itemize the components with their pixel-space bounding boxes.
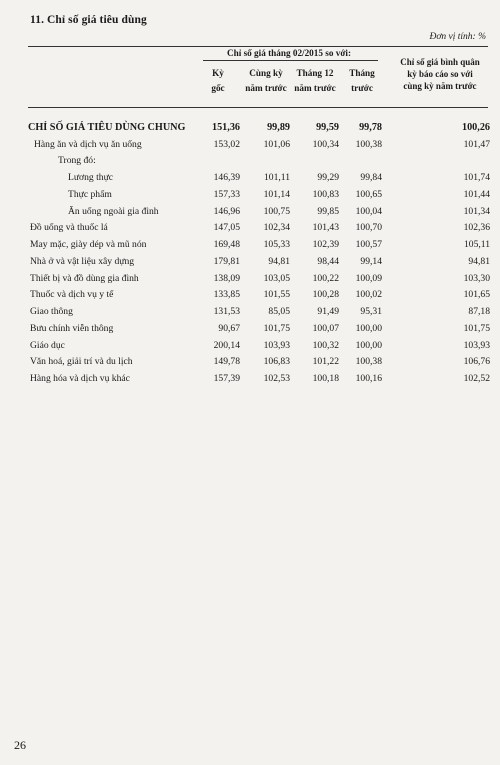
table-row [0, 289, 500, 305]
row-value: 153,02 [213, 139, 240, 150]
row-value: 100,09 [355, 273, 382, 284]
row-value: 101,43 [312, 222, 339, 233]
row-value: 99,59 [316, 122, 339, 133]
row-value: 146,96 [213, 206, 240, 217]
row-label: Thuốc và dịch vụ y tế [30, 289, 114, 300]
row-value: 102,52 [463, 373, 490, 384]
row-value: 105,11 [463, 239, 490, 250]
row-value: 133,85 [213, 289, 240, 300]
row-value: 101,75 [463, 323, 490, 334]
row-value: 179,81 [213, 256, 240, 267]
row-value: 87,18 [468, 306, 490, 317]
row-value: 101,34 [463, 206, 490, 217]
page-number: 26 [14, 738, 26, 752]
row-value: 98,44 [317, 256, 339, 267]
table-row [0, 340, 500, 356]
table-row [0, 189, 500, 205]
header-col-average [388, 56, 492, 92]
row-value: 100,38 [355, 139, 382, 150]
table-row [0, 155, 500, 171]
table-row [0, 206, 500, 222]
row-label: Hàng ăn và dịch vụ ăn uống [34, 139, 142, 150]
row-label: Nhà ở và vật liệu xây dựng [30, 256, 135, 267]
header-col-december-line2: năm trước [294, 83, 336, 93]
row-value: 99,89 [267, 122, 290, 133]
row-value: 100,57 [355, 239, 382, 250]
row-value: 103,93 [463, 340, 490, 351]
row-value: 169,48 [213, 239, 240, 250]
row-value: 102,53 [263, 373, 290, 384]
row-value: 100,02 [355, 289, 382, 300]
row-value: 100,70 [355, 222, 382, 233]
header-col-december-line1: Tháng 12 [296, 68, 334, 78]
row-value: 100,32 [312, 340, 339, 351]
header-col-same-period-line2: năm trước [245, 83, 287, 93]
header-group-rule [203, 60, 378, 61]
row-value: 131,53 [213, 306, 240, 317]
row-label: Thực phẩm [68, 189, 112, 200]
row-value: 101,06 [263, 139, 290, 150]
row-value: 101,55 [263, 289, 290, 300]
row-value: 85,05 [268, 306, 290, 317]
row-value: 200,14 [213, 340, 240, 351]
row-value: 102,36 [463, 222, 490, 233]
row-value: 100,65 [355, 189, 382, 200]
header-col-average-line3: cùng kỳ năm trước [403, 81, 477, 91]
row-label: Giáo dục [30, 340, 65, 351]
row-value: 157,39 [213, 373, 240, 384]
row-value: 99,29 [317, 172, 339, 183]
row-value: 91,49 [317, 306, 339, 317]
row-value: 99,85 [317, 206, 339, 217]
table-row-total [0, 122, 500, 138]
header-col-average-line1: Chỉ số giá bình quân [400, 57, 480, 67]
row-value: 100,34 [312, 139, 339, 150]
row-value: 105,33 [263, 239, 290, 250]
row-value: 99,14 [360, 256, 382, 267]
row-value: 101,14 [263, 189, 290, 200]
header-col-previous-month-line1: Tháng [349, 68, 375, 78]
row-value: 101,65 [463, 289, 490, 300]
row-value: 103,30 [463, 273, 490, 284]
row-label: Lương thực [68, 172, 114, 183]
header-col-same-period [240, 66, 292, 96]
table-row [0, 222, 500, 238]
row-value: 103,05 [263, 273, 290, 284]
row-value: 94,81 [268, 256, 290, 267]
header-group-label: Chỉ số giá tháng 02/2015 so với: [226, 48, 352, 58]
row-value: 100,22 [312, 273, 339, 284]
row-label: CHỈ SỐ GIÁ TIÊU DÙNG CHUNG [28, 122, 186, 133]
row-value: 101,44 [463, 189, 490, 200]
unit-label: Đơn vị tính: % [429, 32, 486, 42]
table-row [0, 273, 500, 289]
row-value: 100,75 [263, 206, 290, 217]
row-value: 100,83 [312, 189, 339, 200]
row-value: 101,22 [312, 356, 339, 367]
row-value: 100,18 [312, 373, 339, 384]
row-value: 99,78 [359, 122, 382, 133]
row-value: 100,07 [312, 323, 339, 334]
row-label: Bưu chính viễn thông [30, 323, 114, 334]
table-row [0, 356, 500, 372]
top-rule [28, 46, 488, 47]
row-value: 100,26 [461, 122, 490, 133]
header-col-december [290, 66, 340, 96]
header-col-average-line2: kỳ báo cáo so với [407, 69, 473, 79]
row-value: 146,39 [213, 172, 240, 183]
row-value: 101,75 [263, 323, 290, 334]
row-value: 149,78 [213, 356, 240, 367]
row-label: Giao thông [30, 306, 73, 317]
row-value: 138,09 [213, 273, 240, 284]
row-value: 94,81 [468, 256, 490, 267]
header-rule [28, 107, 488, 108]
row-value: 106,83 [263, 356, 290, 367]
table-row [0, 323, 500, 339]
row-value: 100,04 [355, 206, 382, 217]
table-row [0, 256, 500, 272]
row-label: Thiết bị và đồ dùng gia đình [30, 273, 139, 284]
header-col-previous-month [340, 66, 384, 96]
table-row [0, 139, 500, 155]
row-value: 100,38 [355, 356, 382, 367]
header-col-base [196, 66, 240, 96]
row-value: 103,93 [263, 340, 290, 351]
header-col-base-line2: gốc [211, 83, 225, 93]
header-col-same-period-line1: Cùng kỳ [249, 68, 283, 78]
row-value: 100,00 [355, 323, 382, 334]
row-value: 102,34 [263, 222, 290, 233]
row-label: May mặc, giày dép và mũ nón [30, 239, 147, 250]
row-value: 151,36 [211, 122, 240, 133]
row-label: Ăn uống ngoài gia đình [68, 206, 159, 217]
header-col-previous-month-line2: trước [351, 83, 373, 93]
row-value: 101,11 [263, 172, 290, 183]
row-value: 106,76 [463, 356, 490, 367]
row-label: Đồ uống và thuốc lá [30, 222, 108, 233]
table-row [0, 239, 500, 255]
row-value: 102,39 [312, 239, 339, 250]
row-label: Hàng hóa và dịch vụ khác [30, 373, 130, 384]
row-value: 99,84 [360, 172, 382, 183]
row-value: 100,28 [312, 289, 339, 300]
row-label: Văn hoá, giải trí và du lịch [30, 356, 133, 367]
row-value: 157,33 [213, 189, 240, 200]
row-value: 100,16 [355, 373, 382, 384]
table-row [0, 373, 500, 389]
table-row [0, 306, 500, 322]
row-label: Trong đó: [58, 155, 96, 166]
row-value: 90,67 [218, 323, 240, 334]
row-value: 100,00 [355, 340, 382, 351]
row-value: 147,05 [213, 222, 240, 233]
header-col-base-line1: Kỳ [212, 68, 224, 78]
row-value: 101,74 [463, 172, 490, 183]
row-value: 95,31 [360, 306, 382, 317]
section-title: 11. Chỉ số giá tiêu dùng [30, 14, 147, 26]
table-row [0, 172, 500, 188]
row-value: 101,47 [463, 139, 490, 150]
